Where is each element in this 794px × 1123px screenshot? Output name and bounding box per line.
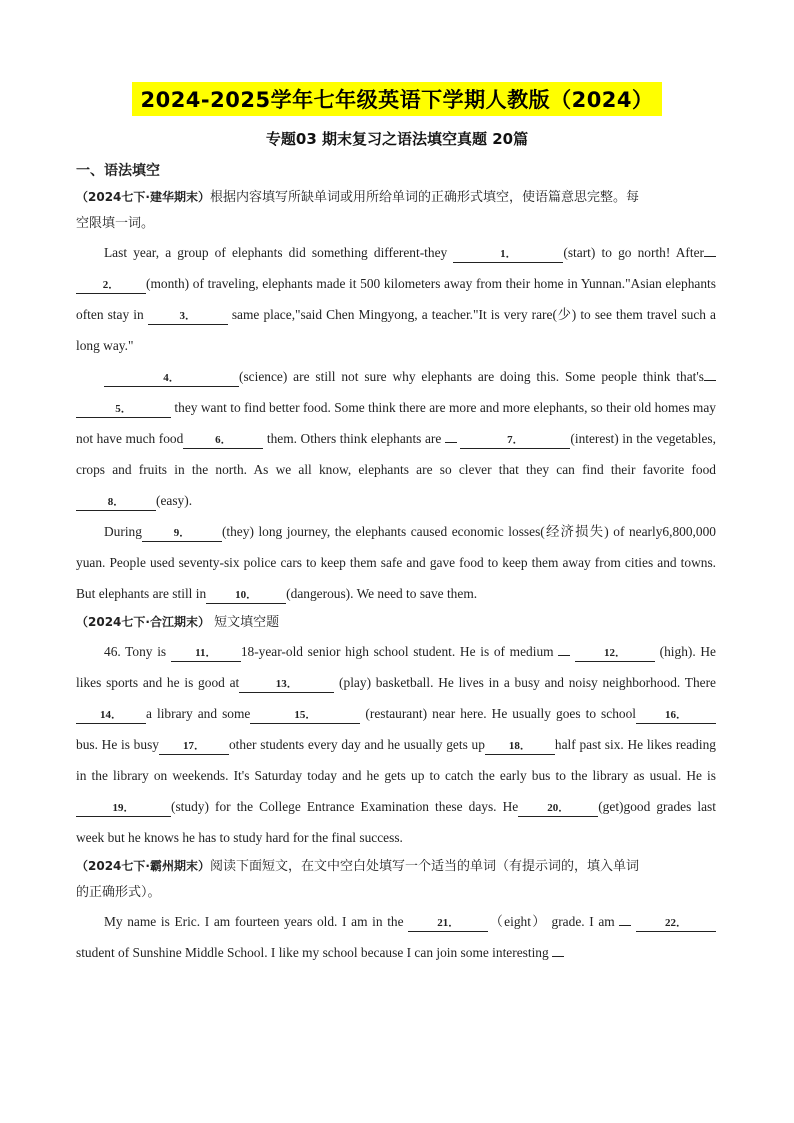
blank-line bbox=[619, 925, 631, 926]
section-heading: 一、语法填空 bbox=[76, 163, 160, 179]
blank-13[interactable]: 13． bbox=[239, 676, 334, 693]
blank-18[interactable]: 18． bbox=[485, 738, 555, 755]
text-run: During bbox=[104, 524, 142, 539]
blank-4[interactable]: 4． bbox=[104, 370, 239, 387]
blank-21[interactable]: 21． bbox=[408, 915, 488, 932]
text-run: other students every day and he usually gets up bbox=[228, 737, 485, 752]
text-run: (month) of traveling, elephants made it 500 kilometers away from their home in Yunnan."Asian elephants often stay in bbox=[76, 276, 716, 322]
blank-line bbox=[704, 380, 716, 381]
blank-16[interactable]: 16． bbox=[636, 707, 716, 724]
document-body bbox=[76, 158, 716, 968]
source-tag: （2024七下·建华期末） bbox=[76, 190, 210, 204]
text-run: My name is Eric. I am fourteen years old. I am in the bbox=[104, 914, 409, 929]
blank-12[interactable]: 12． bbox=[575, 645, 655, 662]
text-run: (easy). bbox=[156, 493, 193, 508]
text-run: Last year, a group of elephants did something different-they bbox=[104, 245, 454, 260]
text-run: 46. Tony is bbox=[104, 644, 171, 659]
blank-10[interactable]: 10． bbox=[206, 587, 286, 604]
text-run: (restaurant) near here. He usually goes to school bbox=[360, 706, 637, 721]
blank-1[interactable]: 1． bbox=[453, 246, 563, 263]
passage1-paragraph1 bbox=[76, 237, 716, 361]
text-run: 18-year-old senior high school student. He is of medium bbox=[240, 644, 559, 659]
text-run: (start) to go north! After bbox=[563, 245, 704, 260]
text-run: (they) long journey, the elephants caused economic losses(经济损失) of nearly6,800,000 yuan. People used seventy-six police cars to keep them safe and gave food to keep them away from cities and towns. But elephants are still in bbox=[76, 524, 716, 601]
blank-line bbox=[552, 956, 564, 957]
text-run: (science) are still not sure why elephants are doing this. Some people think that's bbox=[239, 369, 704, 384]
passage2-paragraph1 bbox=[76, 636, 716, 853]
passage1-instruction-cont: 空限填一词。 bbox=[76, 216, 155, 231]
blank-22[interactable]: 22． bbox=[636, 915, 716, 932]
blank-19[interactable]: 19． bbox=[76, 800, 171, 817]
blank-7[interactable]: 7． bbox=[460, 432, 570, 449]
blank-line bbox=[704, 256, 716, 257]
blank-11[interactable]: 11． bbox=[171, 645, 241, 662]
passage2-instruction bbox=[76, 609, 716, 636]
instruction-text: 阅读下面短文，在文中空白处填写一个适当的单词（有提示词的，填入单词 bbox=[209, 859, 639, 874]
instruction-text: 根据内容填写所缺单词或用所给单词的正确形式填空，使语篇意思完整。每 bbox=[209, 190, 639, 205]
text-run: （eight） grade. I am bbox=[488, 914, 620, 929]
blank-14[interactable]: 14． bbox=[76, 707, 146, 724]
blank-line bbox=[558, 655, 570, 656]
text-run: (study) for the College Entrance Examination these days. He bbox=[171, 799, 519, 814]
blank-9[interactable]: 9． bbox=[142, 525, 222, 542]
blank-15[interactable]: 15． bbox=[250, 707, 360, 724]
title-wrap bbox=[0, 82, 794, 116]
text-run: a library and some bbox=[146, 706, 251, 721]
text-run: (dangerous). We need to save them. bbox=[286, 586, 478, 601]
instruction-text: 短文填空题 bbox=[209, 615, 280, 630]
text-run: student of Sunshine Middle School. I like my school because I can join some interesting bbox=[76, 945, 553, 960]
text-run: (high). He likes sports and he is good at bbox=[76, 644, 716, 690]
blank-20[interactable]: 20． bbox=[518, 800, 598, 817]
text-run: (interest) in the vegetables, crops and fruits in the north. As we all know, elephants are so clever that they can find their favorite food bbox=[76, 431, 716, 477]
text-run: half past six. He likes reading in the library on weekends. It's Saturday today and he gets up to catch the early bus to the library as usual. He is bbox=[76, 737, 716, 783]
passage3-instruction-cont: 的正确形式）。 bbox=[76, 885, 161, 900]
blank-8[interactable]: 8． bbox=[76, 494, 156, 511]
blank-5[interactable]: 5． bbox=[76, 401, 171, 418]
passage1-paragraph3 bbox=[76, 516, 716, 609]
blank-line bbox=[445, 442, 457, 443]
blank-17[interactable]: 17． bbox=[159, 738, 229, 755]
text-run: same place,"said Chen Mingyong, a teacher."It is very rare(少) to see them travel such a long way." bbox=[76, 307, 717, 353]
source-tag: （2024七下·合江期末） bbox=[76, 615, 210, 629]
passage1-instruction bbox=[76, 184, 716, 211]
passage1-paragraph2 bbox=[76, 361, 716, 516]
page-title: 2024-2025学年七年级英语下学期人教版（2024） bbox=[132, 82, 661, 116]
text-run: bus. He is busy bbox=[76, 737, 159, 752]
text-run: them. Others think elephants are bbox=[263, 431, 445, 446]
passage3-instruction bbox=[76, 853, 716, 880]
text-run: (get)good grades last week but he knows he has to study hard for the final success. bbox=[76, 799, 716, 845]
source-tag: （2024七下·霸州期末） bbox=[76, 859, 210, 873]
blank-3[interactable]: 3． bbox=[148, 308, 228, 325]
text-run: (play) basketball. He lives in a busy and noisy neighborhood. There bbox=[334, 675, 717, 690]
page-subtitle: 专题03 期末复习之语法填空真题 20篇 bbox=[265, 130, 529, 148]
passage3-paragraph1 bbox=[76, 906, 716, 968]
text-run: they want to find better food. Some think there are more and more elephants, so their old homes may not have much food bbox=[76, 400, 716, 446]
blank-2[interactable]: 2． bbox=[76, 277, 146, 294]
blank-6[interactable]: 6． bbox=[183, 432, 263, 449]
